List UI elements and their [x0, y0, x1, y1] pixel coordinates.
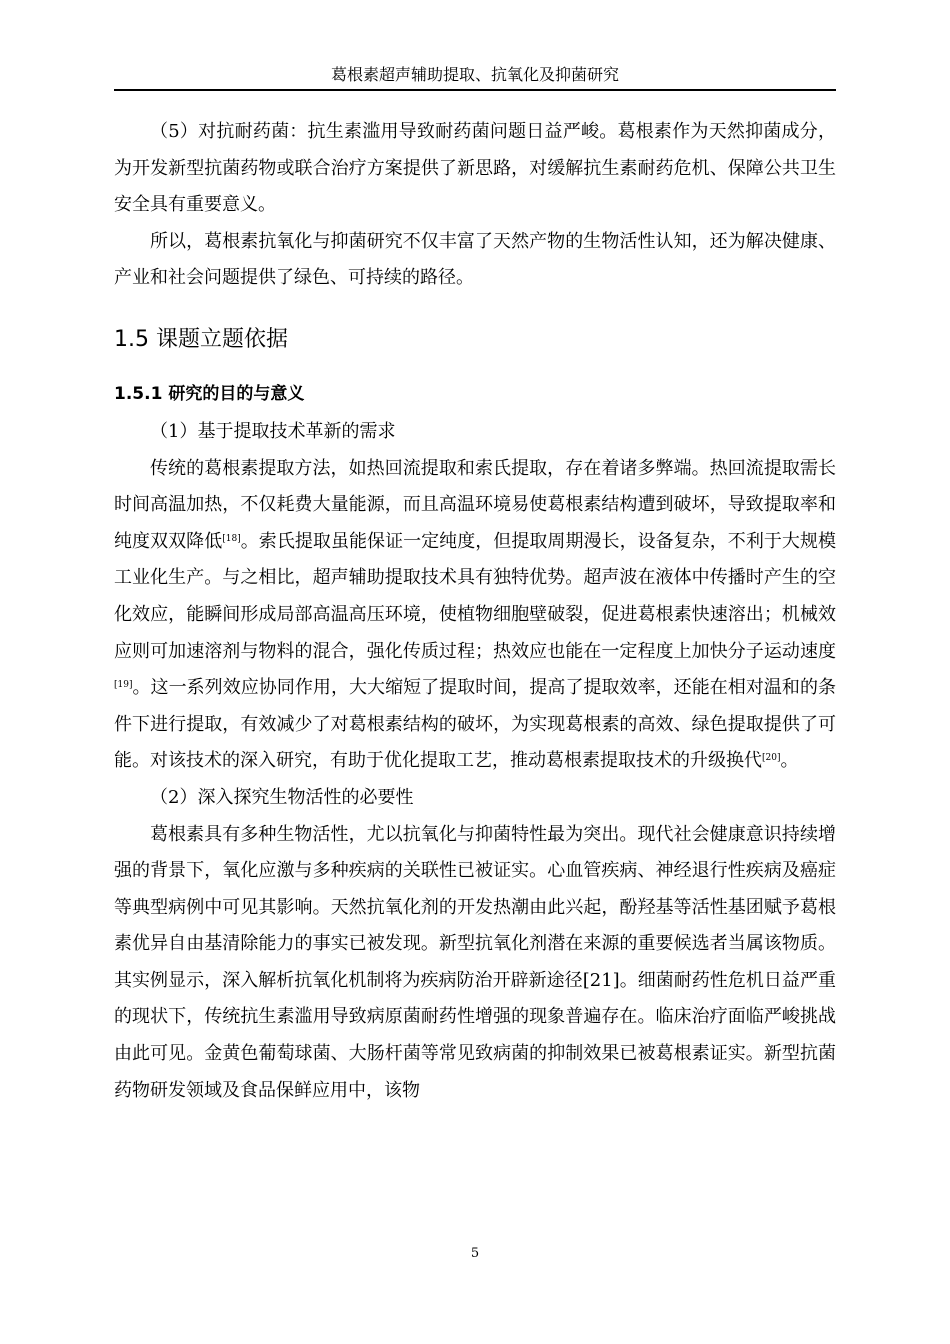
- item2-paragraph: 葛根素具有多种生物活性，尤以抗氧化与抑菌特性最为突出。现代社会健康意识持续增强的背景下，氧化应激与多种疾病的关联性已被证实。心血管疾病、神经退行性疾病及癌症等典型病例中可见其影响。天然抗氧化剂的开发热潮由此兴起，酚羟基等活性基团赋予葛根素优异自由基清除能力的事实已被发现。新型抗氧化剂潜在来源的重要候选者当属该物质。其实例显示，深入解析抗氧化机制将为疾病防治开辟新途径[21]。细菌耐药性危机日益严重的现状下，传统抗生素滥用导致病原菌耐药性增强的现象普遍存在。临床治疗面临严峻挑战由此可见。金黄色葡萄球菌、大肠杆菌等常见致病菌的抑制效果已被葛根素证实。新型抗菌药物研发领域及食品保鲜应用中，该物: [114, 823, 836, 1101]
- item1-paragraph: [114, 451, 836, 780]
- citation-19: [19]: [114, 680, 133, 691]
- page-body: [114, 114, 836, 1109]
- section-heading: 1.5 课题立题依据: [114, 326, 288, 352]
- item1-title: （1）基于提取技术革新的需求: [150, 420, 396, 442]
- item1-text-4: 。: [780, 750, 799, 772]
- item1-text-3: 。这一系列效应协同作用，大大缩短了提取时间，提高了提取效率，还能在相对温和的条件下进行提取，有效减少了对葛根素结构的破坏，为实现葛根素的高效、绿色提取提供了可能。对该技术的深入研究，有助于优化提取工艺，推动葛根素提取技术的升级换代: [114, 677, 836, 772]
- subsection-heading: 1.5.1 研究的目的与意义: [114, 383, 305, 404]
- page-number: 5: [470, 1246, 480, 1261]
- header-rule: [114, 89, 836, 91]
- paragraph-conclusion: 所以，葛根素抗氧化与抑菌研究不仅丰富了天然产物的生物活性认知，还为解决健康、产业和社会问题提供了绿色、可持续的路径。: [114, 230, 836, 289]
- item2-title: （2）深入探究生物活性的必要性: [150, 786, 414, 808]
- citation-18: [18]: [222, 533, 241, 544]
- item1-text-1: 传统的葛根素提取方法，如热回流提取和索氏提取，存在着诸多弊端。热回流提取需长时间高温加热，不仅耗费大量能源，而且高温环境易使葛根素结构遭到破坏，导致提取率和纯度双双降低: [114, 457, 836, 552]
- running-header: 葛根素超声辅助提取、抗氧化及抑菌研究: [330, 65, 619, 84]
- paragraph-antibiotic-resistance: （5）对抗耐药菌：抗生素滥用导致耐药菌问题日益严峻。葛根素作为天然抑菌成分，为开发新型抗菌药物或联合治疗方案提供了新思路，对缓解抗生素耐药危机、保障公共卫生安全具有重要意义。: [114, 121, 836, 216]
- item1-text-2: 。索氏提取虽能保证一定纯度，但提取周期漫长，设备复杂，不利于大规模工业化生产。与之相比，超声辅助提取技术具有独特优势。超声波在液体中传播时产生的空化效应，能瞬间形成局部高温高压环境，使植物细胞壁破裂，促进葛根素快速溶出；机械效应则可加速溶剂与物料的混合，强化传质过程；热效应也能在一定程度上加快分子运动速度: [114, 530, 836, 662]
- citation-20: [20]: [762, 753, 781, 764]
